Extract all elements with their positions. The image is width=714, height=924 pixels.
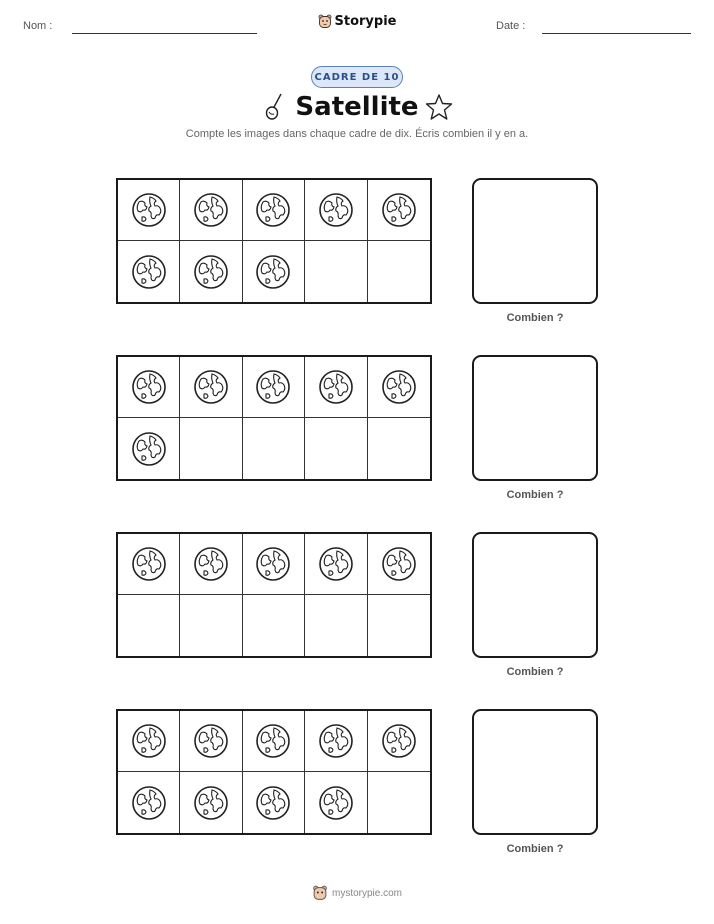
ten-frame (116, 532, 432, 658)
earth-globe-icon (131, 192, 167, 228)
ten-frame (116, 355, 432, 481)
earth-globe-icon (318, 369, 354, 405)
earth-globe-icon (193, 785, 229, 821)
earth-globe-icon (255, 723, 291, 759)
date-line[interactable] (542, 33, 691, 34)
frame-cell (368, 772, 430, 833)
earth-globe-icon (381, 369, 417, 405)
storypie-mascot-icon (318, 14, 332, 29)
earth-globe-icon (131, 785, 167, 821)
date-label: Date : (496, 20, 526, 32)
earth-globe-icon (131, 723, 167, 759)
frame-cell (180, 241, 242, 302)
answer-label: Combien ? (506, 489, 564, 501)
frame-cell (180, 595, 242, 656)
frame-cell (118, 711, 180, 772)
frame-cell (118, 180, 180, 241)
frame-cell (368, 357, 430, 418)
frame-cell (180, 418, 242, 479)
earth-globe-icon (193, 369, 229, 405)
earth-globe-icon (255, 546, 291, 582)
frame-cell (180, 534, 242, 595)
earth-globe-icon (381, 192, 417, 228)
earth-globe-icon (255, 192, 291, 228)
earth-globe-icon (131, 431, 167, 467)
earth-globe-icon (193, 192, 229, 228)
frame-cell (305, 772, 367, 833)
frame-cell (368, 180, 430, 241)
answer-box[interactable] (472, 178, 598, 304)
storypie-mascot-icon (312, 885, 328, 901)
frame-cell (118, 418, 180, 479)
topic-badge: CADRE DE 10 (311, 66, 403, 88)
earth-globe-icon (255, 369, 291, 405)
earth-globe-icon (381, 546, 417, 582)
star-icon (424, 93, 454, 121)
answer-box[interactable] (472, 355, 598, 481)
frame-cell (243, 241, 305, 302)
answer-box[interactable] (472, 532, 598, 658)
frame-cell (305, 534, 367, 595)
frame-cell (368, 241, 430, 302)
earth-globe-icon (255, 785, 291, 821)
frame-cell (243, 418, 305, 479)
earth-globe-icon (318, 723, 354, 759)
frame-cell (118, 772, 180, 833)
frame-cell (305, 241, 367, 302)
answer-box[interactable] (472, 709, 598, 835)
instructions: Compte les images dans chaque cadre de dix. Écris combien il y en a. (185, 128, 529, 140)
earth-globe-icon (193, 546, 229, 582)
frame-cell (243, 180, 305, 241)
earth-globe-icon (318, 192, 354, 228)
frame-cell (305, 180, 367, 241)
frame-cell (180, 772, 242, 833)
earth-globe-icon (131, 369, 167, 405)
page-title: Satellite (295, 92, 419, 122)
frame-cell (368, 534, 430, 595)
frame-cell (305, 595, 367, 656)
frame-cell (180, 711, 242, 772)
frame-cell (118, 534, 180, 595)
earth-globe-icon (255, 254, 291, 290)
frame-cell (368, 418, 430, 479)
brand-name: Storypie (334, 14, 397, 29)
frame-cell (305, 418, 367, 479)
frame-cell (305, 357, 367, 418)
frame-cell (180, 180, 242, 241)
earth-globe-icon (193, 254, 229, 290)
name-label: Nom : (23, 20, 53, 32)
frame-cell (118, 241, 180, 302)
frame-cell (243, 357, 305, 418)
earth-globe-icon (381, 723, 417, 759)
earth-globe-icon (131, 546, 167, 582)
footer (0, 885, 714, 906)
answer-label: Combien ? (506, 666, 564, 678)
ten-frame (116, 709, 432, 835)
footer-url[interactable]: mystorypie.com (331, 887, 402, 899)
frame-cell (118, 357, 180, 418)
earth-globe-icon (131, 254, 167, 290)
frame-cell (243, 534, 305, 595)
answer-label: Combien ? (506, 312, 564, 324)
earth-globe-icon (318, 785, 354, 821)
frame-cell (243, 772, 305, 833)
frame-cell (243, 711, 305, 772)
ten-frame (116, 178, 432, 304)
frame-cell (305, 711, 367, 772)
frame-cell (368, 711, 430, 772)
earth-globe-icon (193, 723, 229, 759)
frame-cell (368, 595, 430, 656)
frame-cell (180, 357, 242, 418)
earth-globe-icon (318, 546, 354, 582)
frame-cell (243, 595, 305, 656)
frame-cell (118, 595, 180, 656)
answer-label: Combien ? (506, 843, 564, 855)
brand (0, 14, 714, 34)
